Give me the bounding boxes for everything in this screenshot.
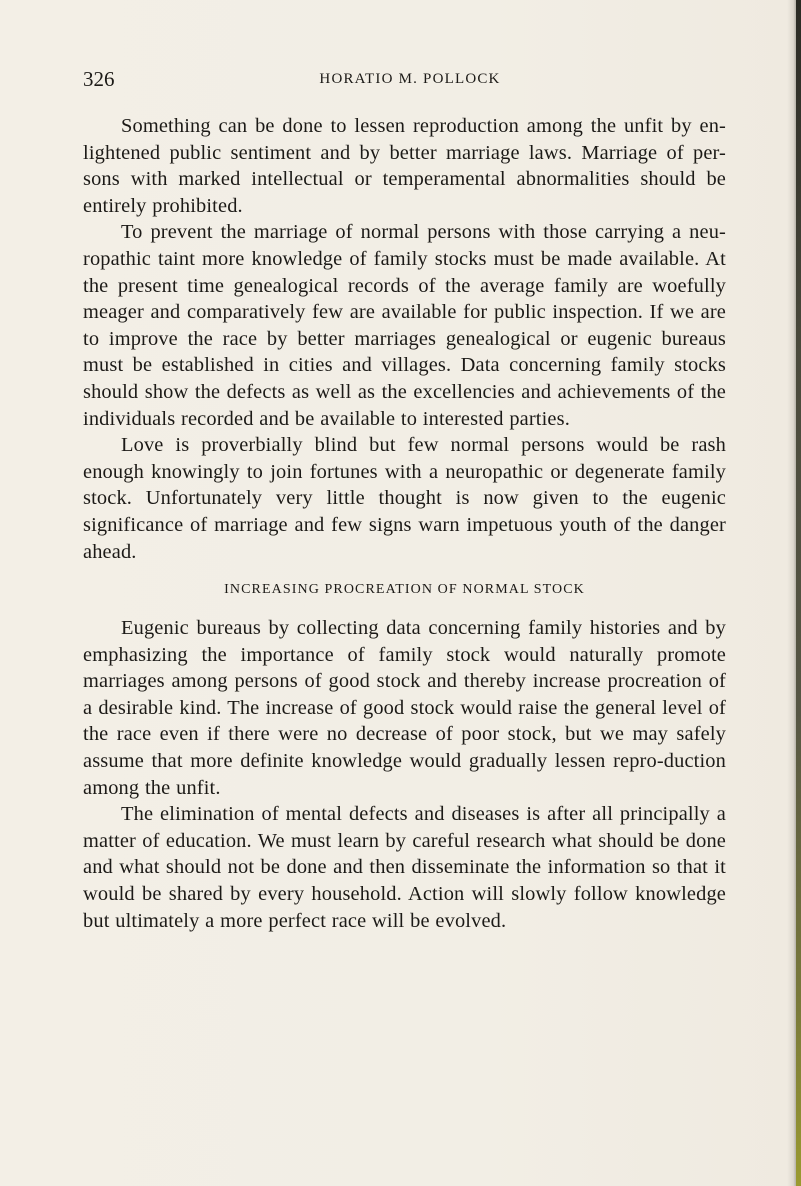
running-head: HORATIO M. POLLOCK: [319, 71, 501, 87]
page-header: [83, 66, 723, 92]
page-number: 326: [83, 67, 115, 91]
paragraph: To prevent the marriage of normal persons with those carrying a neu-ropathic taint more knowledge of family stocks must be made available. At the present time genealogical records of the average family are woefully meager and comparatively few are available for public inspection. If we are to improve the race by better marriages genealogical or eugenic bureaus must be established in cities and villages. Data concerning family stocks should show the defects as well as the excellencies and achievements of the individuals recorded and be available to interested parties.: [83, 221, 726, 430]
paragraph: Something can be done to lessen reproduction among the unfit by en-lightened public sentiment and by better marriage laws. Marriage of per-sons with marked intellectual or temperamental abnormalities should be entirely prohibited.: [83, 115, 726, 217]
section-heading: INCREASING PROCREATION OF NORMAL STOCK: [224, 582, 585, 598]
paragraph: The elimination of mental defects and diseases is after all principally a matter of education. We must learn by careful research what should be done and what should not be done and then disseminate the information so that it would be shared by every household. Action will slowly follow knowledge but ultimately a more perfect race will be evolved.: [83, 803, 726, 932]
book-spine-edge: [796, 0, 801, 1186]
body-text: [83, 113, 726, 934]
paragraph: Eugenic bureaus by collecting data concerning family histories and by emphasizing the importance of family stock would naturally promote marriages among persons of good stock and thereby increase procreation of a desirable kind. The increase of good stock would raise the general level of the race even if there were no decrease of poor stock, but we may safely assume that more definite knowledge would gradually lessen repro-duction among the unfit.: [83, 617, 726, 799]
paragraph: Love is proverbially blind but few normal persons would be rash enough knowingly to join fortunes with a neuropathic or degenerate family stock. Unfortunately very little thought is now given to the eugenic significance of marriage and few signs warn impetuous youth of the danger ahead.: [83, 434, 726, 563]
